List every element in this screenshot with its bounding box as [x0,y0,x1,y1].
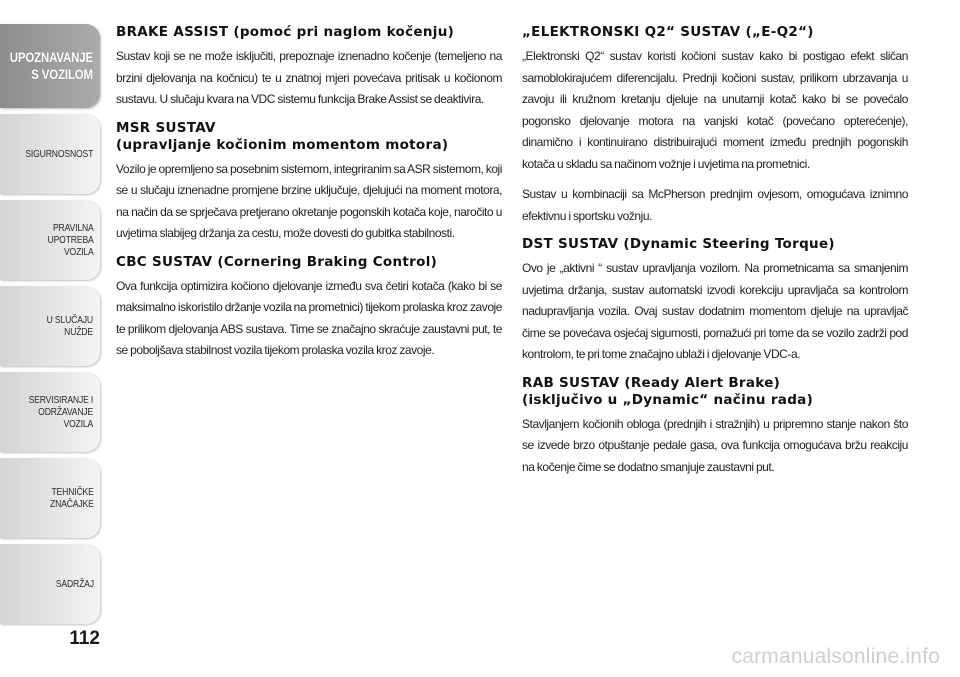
tab-upoznavanje-s-vozilom[interactable] [0,24,100,108]
tab-sigurnosnost[interactable] [0,114,100,194]
right-column [522,24,908,487]
eq2-paragraph-2: Sustav u kombinaciji sa McPherson prednjim ovjesom, omogućava iznimno efektivnu i sportsku vožnju. [522,187,908,223]
eq2-heading: „ELEKTRONSKI Q2“ SUSTAV („E-Q2“) [522,24,814,40]
rab-paragraph: Stavljanjem kočionih obloga (prednjih i stražnjih) u pripremno stanje nakon što se izvede brzo otpuštanje pedale gasa, ova funkcija omogućava bržu reakciju na kočenje čime se dodatno smanjuje zaustavni put. [522,416,908,474]
brake-assist-paragraph: Sustav koji se ne može isključiti, prepoznaje iznenadno kočenje (temeljeno na brzini djelovanja na kočnicu) te u znatnoj mjeri povećava pritisak u kočionom sustavu. U slučaju kvara na VDC sistemu funkcija Brake Assist se deaktivira. [116,49,502,106]
tab-label: UPOZNAVANJE S VOZILOM [10,49,94,82]
rab-heading: RAB SUSTAV (Ready Alert Brake) [522,374,781,391]
tab-label: TEHNIČKE ZNAČAJKE [49,486,94,510]
left-column [116,24,502,371]
page-number: 112 [69,628,100,649]
tab-label: SADRŽAJ [55,578,94,590]
tab-servisiranje-i-odrzavanje[interactable] [0,372,100,452]
tab-label: PRAVILNA UPOTREBA VOZILA [47,222,94,258]
eq2-paragraph: „Elektronski Q2“ sustav koristi kočioni sustav kako bi postigao efekt sličan samoblokirajućem diferencijalu. Prednji kočioni sustav, prilikom ubrzavanja u zavoju ili kružnom kretanju djeluje na unutarnji kotač kako bi se povećalo pogonsko djelovanje motora na vanjski kotač (povećano opterećenje), dinamično i kontinuirano distribuirajući moment između prednjih pogonskih kotača u skladu sa načinom vožnje i uvjetima na prometnici. [522,49,908,171]
cbc-paragraph: Ova funkcija optimizira kočiono djelovanje između sva četiri kotača (kako bi se maksimalno iskoristilo držanje vozila na prometnici) tijekom prolaska kroz zavoje te prilikom djelovanja ABS sustava. Time se značajno skraćuje zaustavni put, te se poboljšava stabilnost vozila tijekom prolaska vozila kroz zavoje. [116,278,502,357]
rab-subheading: (isključivo u „Dynamic“ načinu rada) [522,391,814,408]
watermark: carmanualsonline.info [731,645,940,668]
tab-sadrzaj[interactable] [0,544,100,624]
msr-paragraph: Vozilo je opremljeno sa posebnim sistemom, integriranim sa ASR sistemom, koji se u slučaju iznenadne promjene brzine uključuje, djelujući na moment motora, na način da se sprječava pretjerano okretanje pogonskih kotača koje, naročito u uvjetima slabijeg držanja za cestu, može dovesti do gubitka stabilnosti. [116,161,502,240]
msr-subheading: (upravljanje kočionim momentom motora) [116,136,449,153]
msr-heading: MSR SUSTAV [116,119,216,136]
brake-assist-heading: BRAKE ASSIST (pomoć pri naglom kočenju) [116,24,455,40]
cbc-heading: CBC SUSTAV (Cornering Braking Control) [116,253,438,270]
tab-label: U SLUČAJU NUŽDE [47,314,94,338]
tab-tehnicke-znacajke[interactable] [0,458,100,538]
tab-label: SERVISIRANJE I ODRŽAVANJE VOZILA [28,394,94,430]
tab-pravilna-upotreba-vozila[interactable] [0,200,100,280]
tab-u-slucaju-nuzde[interactable] [0,286,100,366]
dst-paragraph: Ovo je „aktivni “ sustav upravljanja vozilom. Na prometnicama sa smanjenim uvjetima držanja, sustav automatski izvodi korekciju upravljača sa kontrolom nadupravljanja vozila. Ovaj sustav dodatnim momentom djeluje na upravljač čime se povećava osjećaj sigurnosti, pomažući pri tome da se vozilo zadrži pod kontrolom, te pri tome značajno ublaži i djelovanje VDC-a. [522,261,908,361]
tab-label: SIGURNOSNOST [25,148,94,160]
dst-heading: DST SUSTAV (Dynamic Steering Torque) [522,236,835,252]
